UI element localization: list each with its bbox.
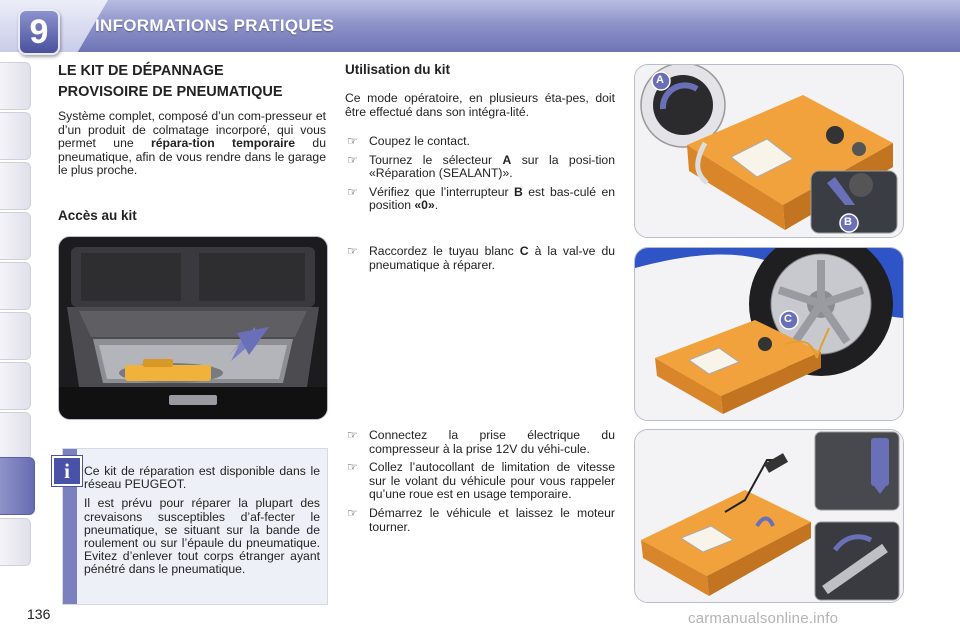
plug-socket-illustration [634,429,904,603]
intro-bold: répara-tion temporaire [151,136,296,151]
step-item [345,154,615,181]
selector-key: A [502,152,512,167]
step-text: Coupez le contact. [369,134,470,148]
callout-b-label: B [844,216,852,228]
section-heading [58,61,338,103]
side-tab[interactable] [0,518,31,566]
page-title: INFORMATIONS PRATIQUES [95,16,335,35]
trunk-illustration [58,236,328,420]
hand-pointer-icon: ☞ [347,460,358,475]
steps-group-2 [345,245,615,277]
heading-line-1: LE KIT DE DÉPANNAGE [58,63,224,79]
intro-text-2: du pneumatique, afin de vous rendre dans le garage le plus proche. [58,136,326,178]
step-item [345,507,615,534]
side-tab[interactable] [0,362,31,410]
heading-line-2: PROVISOIRE DE PNEUMATIQUE [58,84,283,100]
step-text: est bas-culé en position [369,184,615,213]
side-tab[interactable] [0,412,31,460]
info-paragraph-1: Ce kit de réparation est disponible dans le réseau PEUGEOT. [84,464,320,492]
side-tab[interactable] [0,162,31,210]
step-text: sur la posi-tion «Réparation (SEALANT)». [369,152,615,181]
info-paragraph-2: Il est prévu pour réparer la plupart des crevaisons susceptibles d’af-fecter le pneumatique, se situant sur la bande de roulement ou sur l’épaule du pneumatique. Evitez d’enlever tout corps étranger ayant pénétré dans le pneumatique. [84,496,320,577]
hand-pointer-icon: ☞ [347,244,358,258]
side-tab-active[interactable] [0,457,35,515]
tyre-hose-image [635,248,903,420]
step-text: . [434,198,439,213]
step-item [345,429,615,456]
usage-intro: Ce mode opératoire, en plusieurs éta-pes, doit être effectué dans son intégra-lité. [345,91,615,119]
step-text: à la val-ve du pneumatique à réparer. [369,244,616,272]
trunk-image [59,237,327,419]
step-text: Connectez la prise électrique du compresseur à la prise 12V du véhi-cule. [369,428,615,456]
compressor-illustration [634,64,904,238]
side-tab[interactable] [0,262,31,310]
step-text: Démarrez le véhicule et laissez le moteur tourner. [369,505,615,534]
side-tab[interactable] [0,62,31,110]
step-item [345,461,615,502]
plug-socket-image [635,430,903,602]
tyre-hose-illustration [634,247,904,421]
step-item [345,245,615,272]
step-text: Vérifiez que l’interrupteur [369,184,515,199]
step-text: Tournez le sélecteur [369,152,503,167]
callout-c-label: C [784,313,792,325]
hand-pointer-icon: ☞ [347,428,358,442]
hose-key: C [519,244,529,258]
steps-group-1 [345,135,615,218]
kit-box-shape [125,365,211,381]
switch-position: «0» [414,198,435,213]
callout-a-label: A [656,74,664,86]
hand-pointer-icon: ☞ [347,152,358,167]
info-icon: i [52,456,82,486]
page-number: 136 [27,606,51,622]
watermark: carmanualsonline.info [688,610,839,627]
side-tab[interactable] [0,312,31,360]
compressor-image [635,65,903,237]
intro-text-1: Système complet, composé d’un com-presseur et d’un produit de colmatage incorporé, qui vous permet une [58,109,326,151]
usage-heading: Utilisation du kit [345,62,451,77]
step-text: Collez l’autocollant de limitation de vitesse sur le volant du véhicule pour vous rappeler qu’une roue est en usage temporaire. [369,460,615,502]
step-item [345,135,615,149]
chapter-number-badge: 9 [18,9,60,55]
side-tab[interactable] [0,112,31,160]
intro-paragraph [58,110,326,178]
hand-pointer-icon: ☞ [347,184,358,199]
chapter-side-tabs [0,62,32,582]
step-item [345,186,615,213]
hand-pointer-icon: ☞ [347,505,358,520]
switch-key: B [514,184,523,199]
steps-group-3 [345,429,615,539]
info-box-text [84,465,320,583]
hand-pointer-icon: ☞ [347,134,358,148]
step-text: Raccordez le tuyau blanc [369,244,520,258]
side-tab[interactable] [0,212,31,260]
access-heading: Accès au kit [58,208,137,223]
